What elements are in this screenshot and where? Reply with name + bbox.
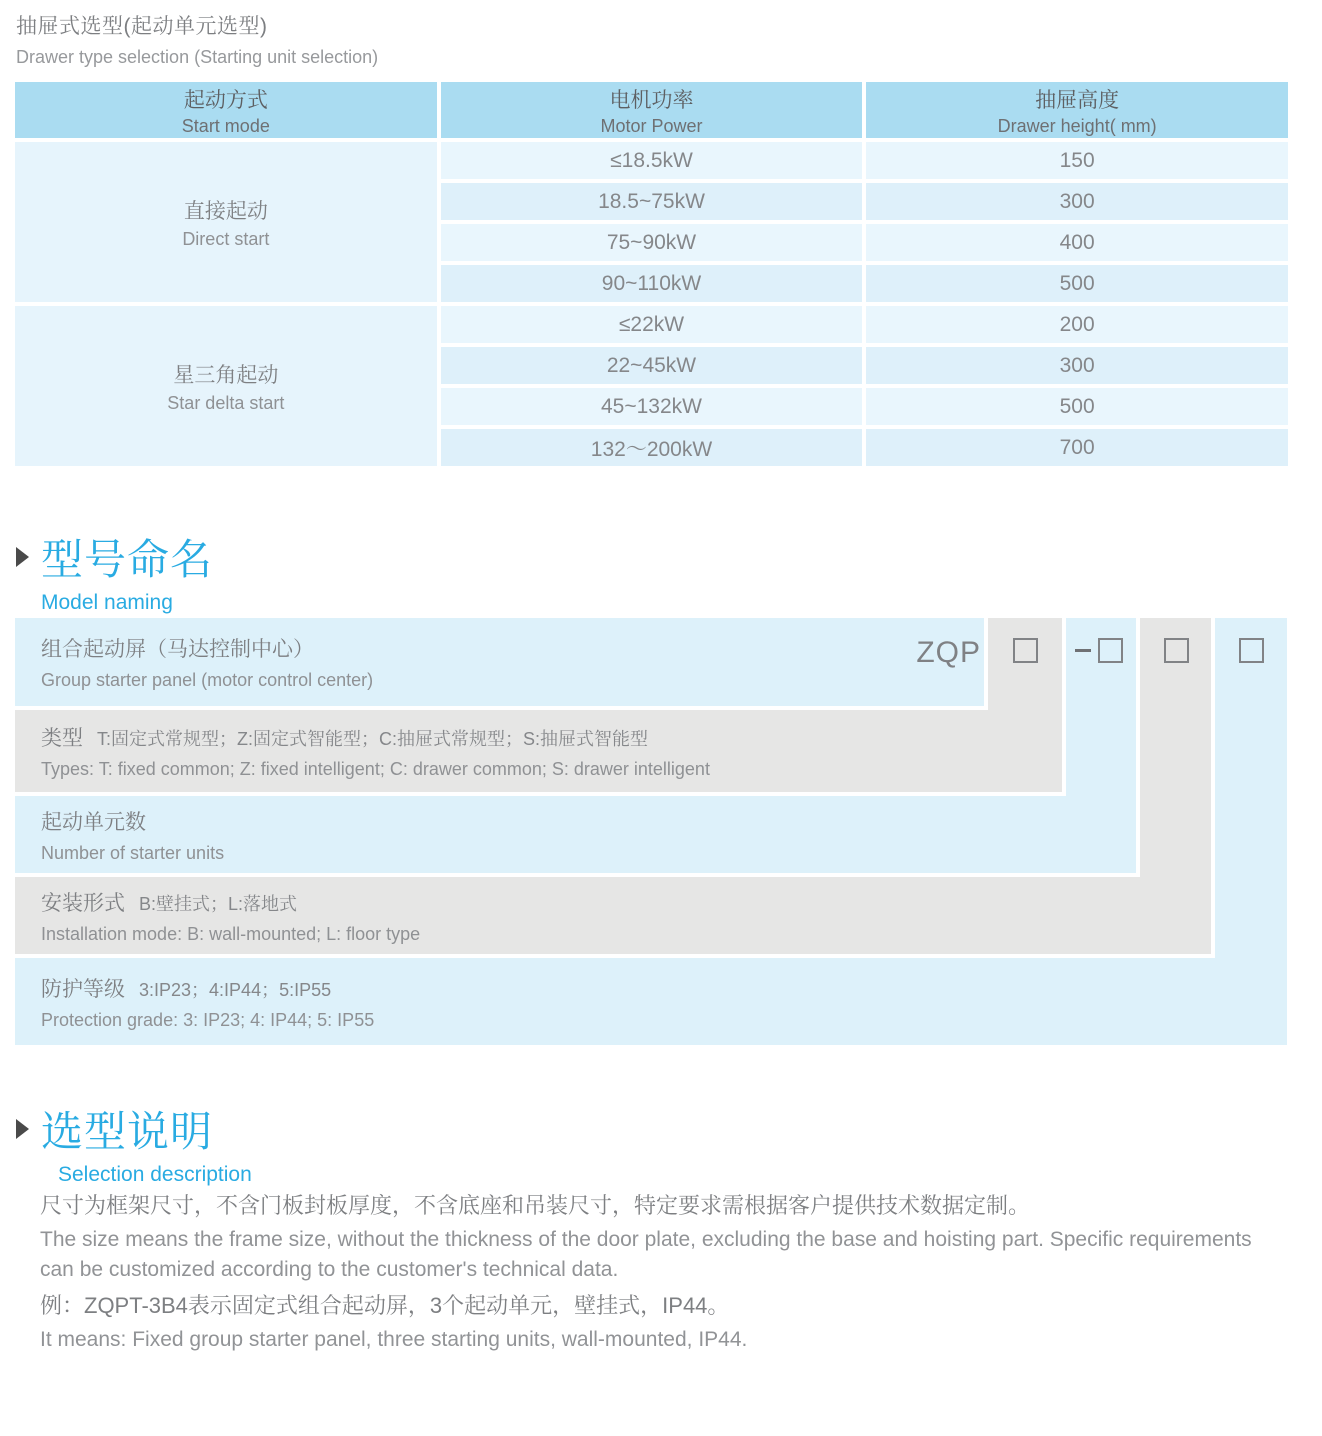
naming-row-panel-zh: 组合起动屏（马达控制中心） <box>41 638 314 661</box>
table-header-drawer-height <box>866 82 1288 138</box>
description-example-zh: 例：ZQPT-3B4表示固定式组合起动屏，3个起动单元，壁挂式，IP44。 <box>40 1293 730 1318</box>
group-cell-star-delta-start <box>15 306 437 466</box>
description-paragraph-en: The size means the frame size, without the thickness of the door plate, excluding the base and hoisting part. Specific requirements can be customized according to the customer's technical data. <box>40 1228 1252 1281</box>
description-example-en: It means: Fixed group starter panel, three starting units, wall-mounted, IP44. <box>40 1328 748 1351</box>
model-code-prefix: ZQP <box>916 636 981 669</box>
naming-row-protection-en: Protection grade: 3: IP23; 4: IP44; 5: IP55 <box>41 1009 375 1030</box>
section-arrow-icon <box>16 547 29 567</box>
table-cell-motor-power: 45~132kW <box>441 388 863 425</box>
table-cell-motor-power: ≤22kW <box>441 306 863 343</box>
table-header-start-mode <box>15 82 437 138</box>
naming-row-type-en: Types: T: fixed common; Z: fixed intelligent; C: drawer common; S: drawer intelligent <box>41 759 710 779</box>
group-direct-start-zh: 直接起动 <box>183 199 268 223</box>
table-cell-drawer-height: 300 <box>866 347 1288 384</box>
table-cell-motor-power: 22~45kW <box>441 347 863 384</box>
header-start-mode-zh: 起动方式 <box>183 88 268 112</box>
table-cell-drawer-height: 150 <box>866 142 1288 179</box>
table-cell-motor-power: 18.5~75kW <box>441 183 863 220</box>
header-motor-power-en: Motor Power <box>600 115 703 136</box>
selection-description-heading-en: Selection description <box>58 1163 252 1186</box>
naming-row-panel-en: Group starter panel (motor control center) <box>41 670 374 690</box>
table-cell-motor-power: 75~90kW <box>441 224 863 261</box>
naming-row-installation-en: Installation mode: B: wall-mounted; L: floor type <box>41 923 421 944</box>
selection-description-heading-zh: 选型说明 <box>41 1108 214 1155</box>
table-cell-motor-power: ≤18.5kW <box>441 142 863 179</box>
header-start-mode-en: Start mode <box>181 115 270 136</box>
naming-row-installation <box>15 877 1211 954</box>
group-direct-start-en: Direct start <box>182 228 270 249</box>
table-cell-drawer-height: 300 <box>866 183 1288 220</box>
header-drawer-height-zh: 抽屉高度 <box>1035 88 1120 112</box>
selection-description-body <box>40 1190 1290 1360</box>
group-cell-direct-start <box>15 142 437 302</box>
table-cell-motor-power: 132～200kW <box>441 429 863 466</box>
header-motor-power-zh: 电机功率 <box>609 88 694 112</box>
model-naming-heading-en: Model naming <box>41 591 173 614</box>
model-naming-heading-zh: 型号命名 <box>41 536 214 583</box>
table-cell-drawer-height: 700 <box>866 429 1288 466</box>
table-cell-motor-power: 90~110kW <box>441 265 863 302</box>
section-arrow-icon <box>16 1119 29 1139</box>
model-code-placeholder-box-type <box>1013 638 1038 663</box>
naming-row-installation-zh: 安装形式 <box>41 891 125 915</box>
document-title <box>16 10 378 68</box>
document-title-en: Drawer type selection (Starting unit selection) <box>16 47 379 67</box>
naming-row-units-en: Number of starter units <box>41 842 225 863</box>
table-cell-drawer-height: 500 <box>866 388 1288 425</box>
naming-row-panel <box>15 618 984 706</box>
description-paragraph-zh: 尺寸为框架尺寸，不含门板封板厚度，不含底座和吊装尺寸，特定要求需根据客户提供技术数据定制。 <box>40 1193 1031 1218</box>
naming-row-type-zh: 类型 <box>41 727 83 750</box>
selection-description-heading <box>16 1099 252 1187</box>
drawer-selection-table <box>15 82 1288 466</box>
model-naming-diagram <box>15 618 1287 1045</box>
naming-row-units-zh: 起动单元数 <box>41 810 146 834</box>
naming-row-type-detail: T:固定式常规型；Z:固定式智能型；C:抽屉式常规型；S:抽屉式智能型 <box>97 729 649 749</box>
model-code-placeholder-box-protection <box>1239 638 1264 663</box>
table-cell-drawer-height: 200 <box>866 306 1288 343</box>
naming-row-installation-detail: B:壁挂式；L:落地式 <box>139 893 298 914</box>
naming-row-protection-detail: 3:IP23；4:IP44；5:IP55 <box>139 979 332 1000</box>
model-naming-heading <box>16 527 213 615</box>
table-cell-drawer-height: 500 <box>866 265 1288 302</box>
table-header-motor-power <box>441 82 863 138</box>
naming-row-type <box>15 710 1062 792</box>
naming-row-protection-zh: 防护等级 <box>41 977 125 1001</box>
model-code-placeholder-box-units <box>1098 638 1123 663</box>
naming-row-protection <box>15 958 1287 1045</box>
naming-row-units <box>15 796 1136 873</box>
model-code-dash-icon <box>1075 649 1091 652</box>
document-title-zh: 抽屉式选型(起动单元选型) <box>16 15 268 38</box>
model-code-placeholder-box-installation <box>1164 638 1189 663</box>
group-star-delta-zh: 星三角起动 <box>173 363 279 387</box>
group-star-delta-en: Star delta start <box>167 392 285 413</box>
header-drawer-height-en: Drawer height( mm) <box>997 115 1157 136</box>
table-cell-drawer-height: 400 <box>866 224 1288 261</box>
